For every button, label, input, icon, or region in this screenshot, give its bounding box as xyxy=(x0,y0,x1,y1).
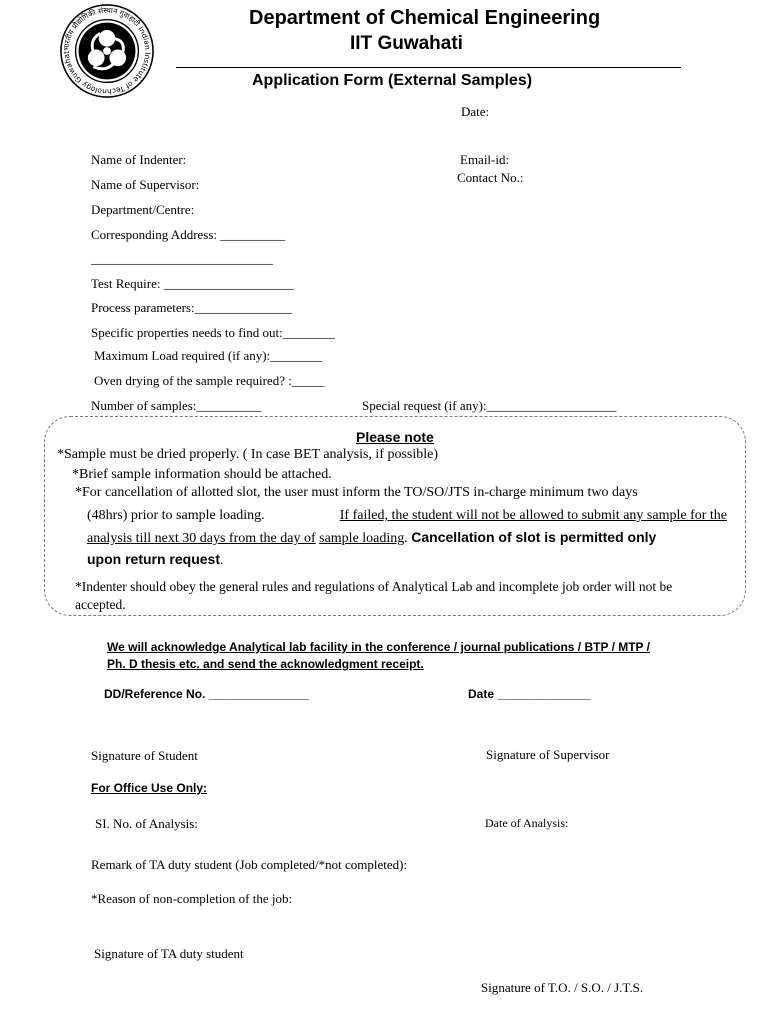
indenter-field[interactable]: Name of Indenter: xyxy=(91,152,187,167)
test-require-field[interactable]: Test Require: ____________________ xyxy=(91,276,294,291)
num-samples-field[interactable]: Number of samples:__________ xyxy=(91,398,262,413)
date-of-analysis-field[interactable]: Date of Analysis: xyxy=(485,816,569,830)
note-line-2: *Brief sample information should be attached. xyxy=(72,467,332,482)
address-line2[interactable]: ____________________________ xyxy=(91,251,273,266)
please-note-heading: Please note xyxy=(356,429,434,445)
note-line-5c: . xyxy=(404,531,408,546)
specific-properties-field[interactable]: Specific properties needs to find out:________ xyxy=(91,325,335,340)
note-line-8: accepted. xyxy=(75,597,126,612)
date-field[interactable]: Date ______________ xyxy=(468,687,591,701)
note-line-4b: If failed, the student will not be allowed to submit any sample for the xyxy=(339,508,727,523)
oven-drying-field[interactable]: Oven drying of the sample required? :_____ xyxy=(94,373,325,388)
note-line-6a: upon return request xyxy=(87,551,221,567)
note-line-5d: Cancellation of slot is permitted only xyxy=(411,529,657,545)
process-parameters-field[interactable]: Process parameters:_______________ xyxy=(91,300,293,315)
contact-field[interactable]: Contact No.: xyxy=(457,170,524,185)
logo-text: भारतीय प्रौद्योगिकी संस्थान गुवाहाटी Indian Institute of Technology Guwahat xyxy=(61,5,153,97)
note-line-4a: (48hrs) prior to sample loading. xyxy=(87,508,265,523)
reason-field[interactable]: *Reason of non-completion of the job: xyxy=(91,891,293,906)
department-field[interactable]: Department/Centre: xyxy=(91,202,195,217)
note-line-6b: . xyxy=(220,553,224,568)
institute-title: IIT Guwahati xyxy=(350,33,463,54)
supervisor-field[interactable]: Name of Supervisor: xyxy=(91,177,200,192)
signature-supervisor: Signature of Supervisor xyxy=(486,747,610,762)
department-title: Department of Chemical Engineering xyxy=(249,7,601,29)
acknowledge-line-1: We will acknowledge Analytical lab facility in the conference / journal publications / BTP / MTP / xyxy=(107,640,651,654)
sl-no-analysis-field[interactable]: SI. No. of Analysis: xyxy=(95,816,198,831)
address-field[interactable]: Corresponding Address: __________ xyxy=(91,227,286,242)
note-line-7: *Indenter should obey the general rules and regulations of Analytical Lab and incomplete job order will not be xyxy=(75,579,673,594)
iit-guwahati-logo xyxy=(58,2,156,100)
email-field[interactable]: Email-id: xyxy=(460,152,510,167)
signature-ta: Signature of TA duty student xyxy=(94,946,244,961)
remark-field[interactable]: Remark of TA duty student (Job completed/*not completed): xyxy=(91,857,408,872)
max-load-field[interactable]: Maximum Load required (if any):________ xyxy=(94,348,323,363)
note-line-1: *Sample must be dried properly. ( In case BET analysis, if possible) xyxy=(57,447,439,462)
form-title: Application Form (External Samples) xyxy=(252,72,533,89)
acknowledge-line-2: Ph. D thesis etc. and send the acknowledgment receipt. xyxy=(107,657,424,671)
office-use-heading: For Office Use Only: xyxy=(91,781,208,795)
note-line-5b: sample loading xyxy=(319,531,405,546)
signature-to-so-jts: Signature of T.O. / S.O. / J.T.S. xyxy=(481,980,644,995)
special-request-field[interactable]: Special request (if any):____________________ xyxy=(362,398,617,413)
note-line-4 xyxy=(87,508,727,524)
note-line-3 xyxy=(75,485,727,501)
note-line-6 xyxy=(87,551,224,569)
note-line-3-text: *For cancellation of allotted slot, the user must inform the TO/SO/JTS in-charge minimum two days xyxy=(75,485,638,500)
note-line-5 xyxy=(87,529,656,547)
header-divider xyxy=(176,67,681,68)
date-label: Date: xyxy=(461,104,490,119)
note-line-5a: analysis till next 30 days from the day of xyxy=(87,531,316,546)
signature-student: Signature of Student xyxy=(91,748,198,763)
dd-reference-field[interactable]: DD/Reference No. _______________ xyxy=(104,687,309,701)
